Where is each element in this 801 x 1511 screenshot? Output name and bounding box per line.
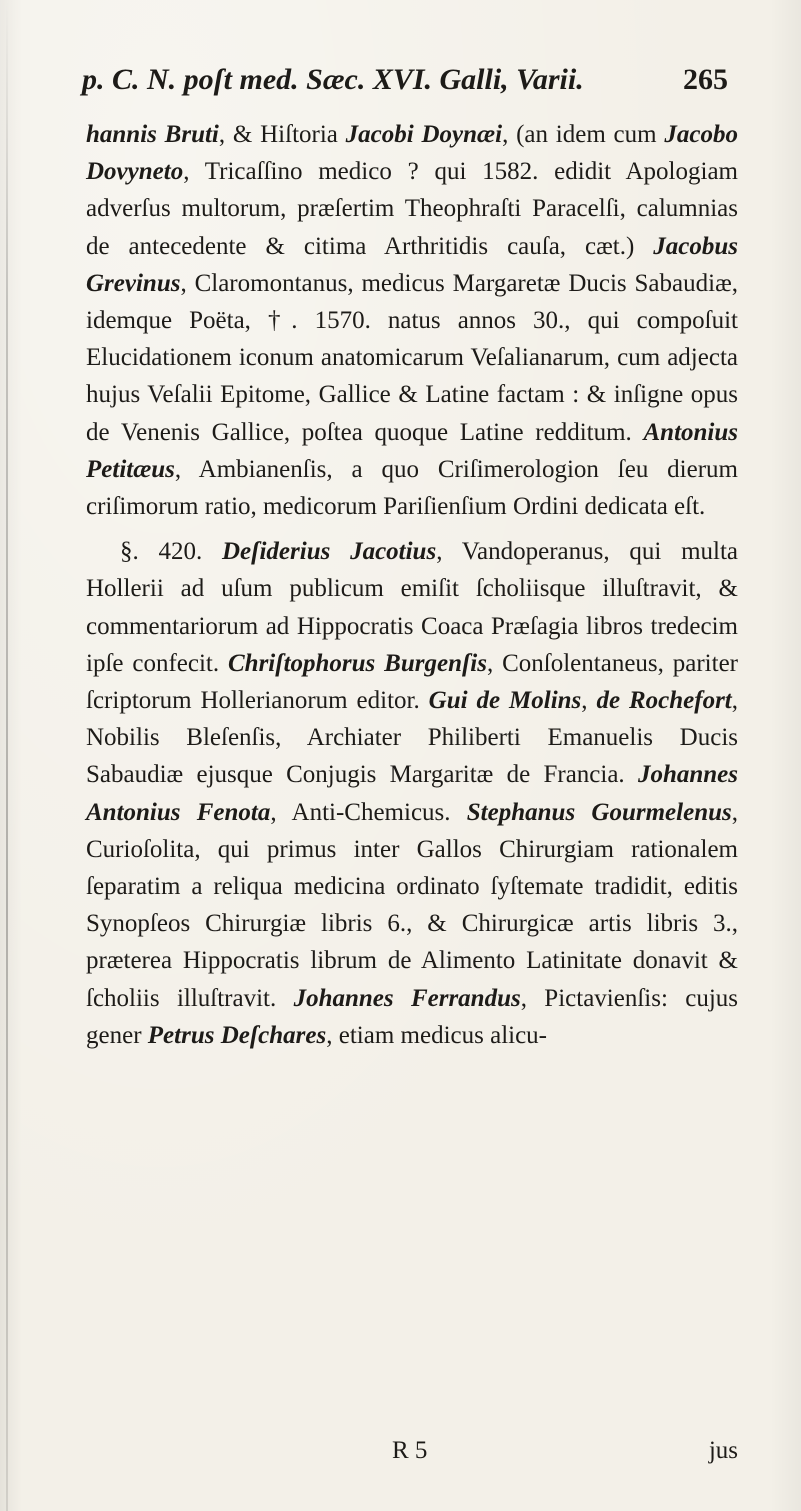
text-run: §. 420. — [120, 538, 222, 566]
page-footer — [86, 1432, 738, 1470]
text-run-italic: Gui de Molins — [428, 687, 582, 715]
text-run-italic: Jacobi Doynæi — [345, 121, 503, 148]
text-run: , etiam medicus alicu- — [326, 1021, 548, 1049]
text-run: , & Hiſtoria — [218, 121, 346, 148]
text-run: , — [581, 687, 597, 715]
text-run-italic: Jacobo Dovyneto — [86, 121, 738, 186]
page-number: 265 — [683, 63, 728, 96]
text-run-italic: de Rochefort — [596, 687, 732, 715]
text-run-italic: Jacobus Grevinus — [86, 232, 738, 297]
text-run: , Vandoperanus, qui multa Hollerii ad uſum publicum emiſit ſcholiisque illuſtravit, & commentariorum ad Hippocratis Coaca Præſagia libros tredecim ipſe confecit. — [86, 538, 738, 677]
text-run-italic: Stephanus Gourmelenus — [466, 798, 732, 826]
text-run-italic: Antonius Petitæus — [86, 418, 738, 483]
signature-mark: R 5 — [392, 1437, 428, 1464]
text-run-italic: Petrus Deſchares — [147, 1021, 327, 1049]
text-run: , Anti-Chemicus. — [270, 798, 467, 826]
text-run-italic: hannis Bruti — [86, 121, 219, 148]
catchword: jus — [708, 1437, 738, 1464]
text-run: , (an idem cum — [502, 121, 665, 148]
paragraph-section-420 — [86, 533, 738, 1054]
text-run-italic: Johannes Antonius Fenota — [86, 761, 738, 826]
text-run: , Conſolentaneus, pariter ſcriptorum Hollerianorum editor. — [86, 649, 738, 715]
text-run: , Ambianenſis, a quo Criſimerologion ſeu dierum criſimorum ratio, medicorum Pariſienſium Ordini dedicata eſt. — [86, 455, 738, 521]
text-run: , Claromontanus, medicus Margaretæ Ducis Sabaudiæ, idemque Poëta, †. 1570. natus annos 30., qui compoſuit Elucidationem iconum anatomicarum Veſalianarum, cum adjecta hujus Veſalii Epitome, Gallice & Latine factam : & inſigne opus de Venenis Gallice, poſtea quoque Latine redditum. — [86, 269, 738, 446]
page-gutter-shadow — [6, 0, 8, 1511]
running-title: p. C. N. poſt med. Sæc. XVI. Galli, Varii. — [82, 63, 584, 96]
text-run-italic: Deſiderius Jacotius — [222, 538, 437, 566]
text-run: , Tricaſſino medico ? qui 1582. edidit Apologiam adverſus multorum, præſertim Theophraſti Paracelſi, calumnias de antecedente & citima Arthritidis cauſa, cæt.) — [86, 158, 738, 260]
body-text — [86, 116, 738, 1054]
text-run-italic: Johannes Ferrandus — [293, 984, 521, 1012]
text-run: , Curioſolita, qui primus inter Gallos Chirurgiam rationalem ſeparatim a reliqua medicina ordinato ſyſtemate tradidit, editis Synopſeos Chirurgiæ libris 6., & Chirurgicæ artis libris 3., præterea Hippocratis librum de Alimento Latinitate donavit & ſcholiis illuſtravit. — [86, 798, 738, 1012]
paragraph-continuation — [86, 116, 738, 525]
text-run: , Pictavienſis: cujus gener — [86, 984, 738, 1049]
running-header — [82, 60, 728, 100]
text-run: , Nobilis Bleſenſis, Archiater Philiberti Emanuelis Ducis Sabaudiæ ejusque Conjugis Margaritæ de Francia. — [86, 687, 738, 789]
text-run-italic: Chriſtophorus Burgenſis — [228, 649, 487, 677]
